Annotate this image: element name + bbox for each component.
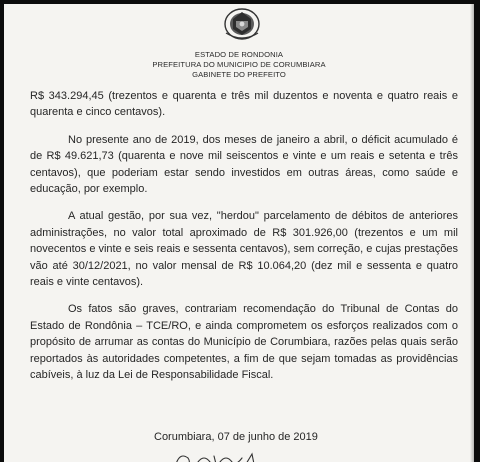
paragraph-3: A atual gestão, por sua vez, "herdou" parcelamento de débitos de anteriores administrações, no valor total aproximado de R$ 301.926,00 (trezentos e um mil novecentos e vinte e seis reais e sessenta centavos), sem correção, e cujas prestações vão até 30/12/2021, no valor mensal de R$ 10.064,20 (dez mil e sessenta e quatro reais e vinte centavos). (30, 210, 458, 289)
letterhead-office: GABINETE DO PREFEITO (192, 70, 286, 79)
letterhead-state: ESTADO DE RONDONIA (194, 50, 284, 59)
document-page (4, 4, 474, 462)
paragraph-2: No presente ano de 2019, dos meses de janeiro a abril, o déficit acumulado é de R$ 49.621,73 (quarenta e nove mil seiscentos e vinte e um reais e setenta e três centavos), que poderiam estar sendo investidos em outras áreas, como saúde e educação, por exemplo. (30, 133, 458, 196)
coat-of-arms-icon (222, 7, 262, 43)
signature-icon (154, 448, 304, 462)
paragraph-4: Os fatos são graves, contrariam recomendação do Tribunal de Contas do Estado de Rondônia – TCE/RO, e ainda comprometem os esforços realizados com o propósito de arrumar as contas do Município de Corumbiara, razões pelas quais serão reportados às autoridades competentes, a fim de que sejam tomadas as providências cabíveis, à luz da Lei de Responsabilidade Fiscal. (30, 303, 458, 382)
letterhead-prefecture: PREFEITURA DO MUNICIPIO DE CORUMBIARA (152, 60, 326, 69)
letter-body (30, 88, 458, 395)
letterhead (4, 4, 474, 86)
page-edge-shadow (470, 4, 474, 462)
place-and-date: Corumbiara, 07 de junho de 2019 (154, 431, 318, 443)
paragraph-1: R$ 343.294,45 (trezentos e quarenta e três mil duzentos e noventa e quatro reais e quarenta e cinco centavos). (30, 90, 458, 119)
